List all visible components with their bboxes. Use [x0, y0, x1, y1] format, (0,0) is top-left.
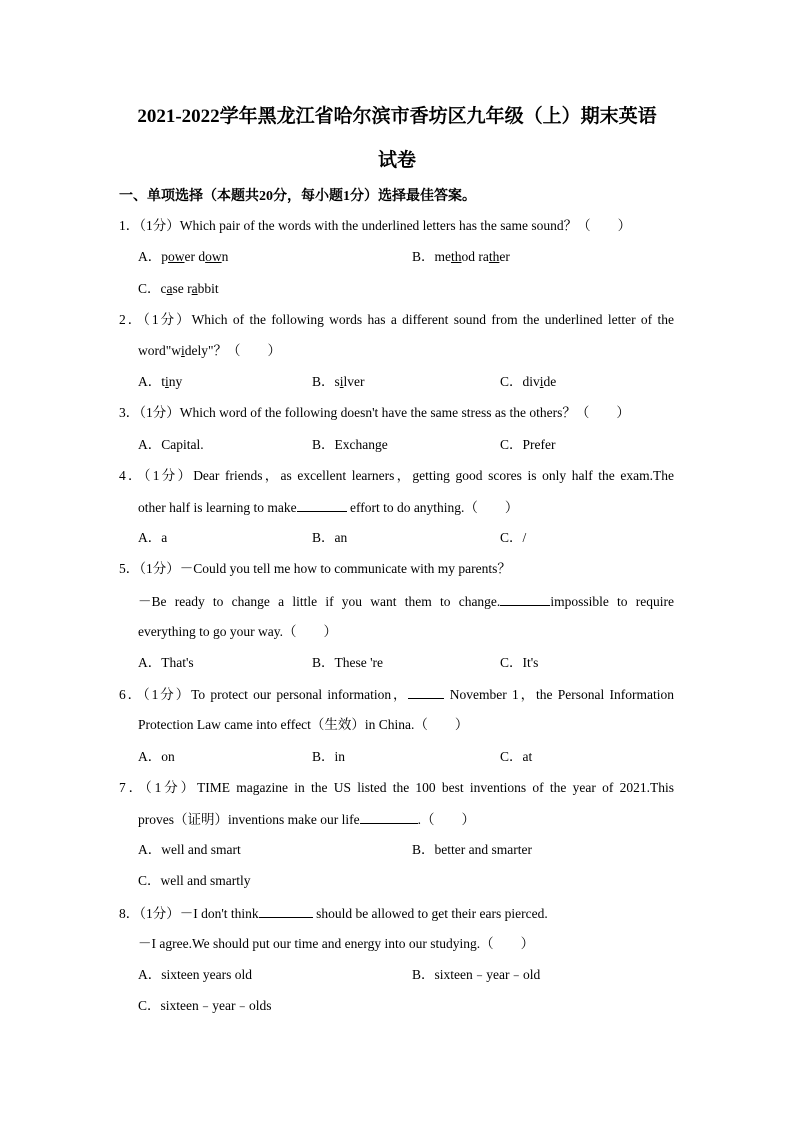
answer-blank — [360, 810, 418, 824]
answer-blank — [259, 904, 313, 918]
q1-option-c: C．case rabbit — [138, 281, 219, 296]
q7-option-b: B．better and smarter — [412, 842, 532, 857]
exam-title-line2: 试卷 — [377, 150, 416, 171]
question-2: 2．（1分）Which of the following words has a different sound from the underlined letter of the — [119, 312, 674, 327]
q3-option-b: B．Exchange — [312, 437, 388, 452]
question-7: 7．（1分）TIME magazine in the US listed the 100 best inventions of the year of 2021.This — [119, 780, 675, 795]
q8-option-b: B．sixteen﹣year﹣old — [412, 967, 541, 982]
q4-option-c: C．/ — [500, 530, 527, 545]
q4-option-b: B．an — [312, 530, 348, 545]
q6-option-b: B．in — [312, 749, 346, 764]
q7-option-c: C．well and smartly — [138, 873, 251, 888]
q5-option-c: C．It's — [500, 655, 539, 670]
q8-option-a: A．sixteen years old — [138, 967, 252, 982]
question-5-cont2: everything to go your way.（ ） — [138, 624, 337, 639]
q1-option-a: A．power down — [138, 249, 229, 264]
q8-option-c: C．sixteen﹣year﹣olds — [138, 998, 272, 1013]
question-6-cont: Protection Law came into effect（生效）in China.（ ） — [138, 717, 469, 732]
answer-blank — [297, 498, 347, 512]
q3-option-c: C．Prefer — [500, 437, 556, 452]
q5-option-a: A．That's — [138, 655, 194, 670]
question-1: 1．（1分）Which pair of the words with the underlined letters has the same sound？（ ） — [119, 218, 632, 233]
q6-option-a: A．on — [138, 749, 175, 764]
q2-option-a: A．tiny — [138, 374, 183, 389]
answer-blank — [408, 685, 444, 699]
question-8: 8．（1分）－I don't think should be allowed to get their ears pierced. — [119, 906, 548, 921]
question-6: 6．（1分）To protect our personal information， November 1，the Personal Information — [119, 687, 674, 702]
q6-option-c: C．at — [500, 749, 533, 764]
question-4: 4．（1分）Dear friends，as excellent learners，getting good scores is only half the exam.The — [119, 468, 675, 483]
exam-title-line1: 2021-2022学年黑龙江省哈尔滨市香坊区九年级（上）期末英语 — [137, 106, 657, 127]
q4-option-a: A．a — [138, 530, 168, 545]
question-4-cont: other half is learning to make effort to do anything.（ ） — [138, 500, 519, 515]
q7-option-a: A．well and smart — [138, 842, 241, 857]
question-3: 3．（1分）Which word of the following doesn't have the same stress as the others？（ ） — [119, 405, 630, 420]
answer-blank — [500, 592, 550, 606]
q2-option-b: B．silver — [312, 374, 365, 389]
question-5: 5．（1分）－Could you tell me how to communicate with my parents？ — [119, 561, 511, 576]
q1-option-b: B．method rather — [412, 249, 510, 264]
question-8-cont: －I agree.We should put our time and energy into our studying.（ ） — [138, 936, 535, 951]
q2-option-c: C．divide — [500, 374, 557, 389]
q3-option-a: A．Capital. — [138, 437, 204, 452]
question-2-cont: word"widely"？（ ） — [138, 343, 282, 358]
question-5-cont: －Be ready to change a little if you want them to change. impossible to require — [138, 594, 675, 609]
question-7-cont: proves（证明）inventions make our life .（ ） — [138, 812, 475, 827]
section-heading: 一、单项选择（本题共20分，每小题1分）选择最佳答案。 — [119, 189, 476, 204]
q5-option-b: B．These 're — [312, 655, 384, 670]
